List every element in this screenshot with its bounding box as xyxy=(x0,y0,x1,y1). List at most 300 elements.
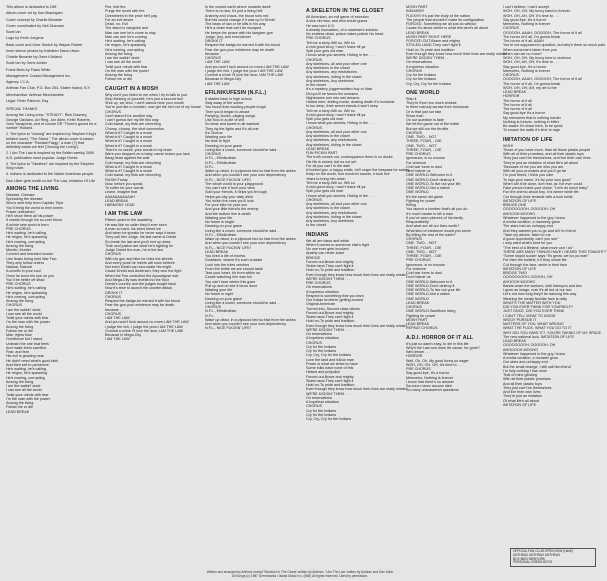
lyric-line: Killing xyxy=(406,203,416,207)
lyric-line: Stolen land-They can't fight it xyxy=(306,264,354,268)
lyric-line: With all their plastic promises xyxy=(503,377,551,382)
song-block xyxy=(406,90,498,331)
lyric-line: They're Even too much shrieks xyxy=(406,101,457,105)
song-title: AMONG THE LIVING xyxy=(6,185,59,192)
lyric-line: I can't gonna live my life this way xyxy=(105,118,159,122)
lyric-line: Cause Dredd and Anderson, they won the fight xyxy=(105,269,182,274)
lyric-line: N.F.L. xyxy=(205,313,215,318)
lyric-line: WE'RE DIGGIN' THEM . . . xyxy=(306,276,351,281)
lyric-line: WIGGY PURSUE IT xyxy=(503,317,537,322)
lyric-line: WOH! xyxy=(503,143,514,148)
lyric-line: I CAN'T TELL WHAT TO KNOW xyxy=(503,313,556,318)
lyric-line: Spill your guts old man xyxy=(306,49,344,53)
lyric-line: Living like a clown, someone should've said . . . xyxy=(205,147,283,152)
lyric-line: WE'RE DIGGIN' THEM . . . xyxy=(406,56,451,60)
lyric-line: You're just like a monster, now get the hell out of my house xyxy=(105,105,201,110)
lyric-line: ONE WORLD-Sacrifices living xyxy=(406,309,456,314)
column-1 xyxy=(6,5,98,567)
lyric-line: You'll be better off dead xyxy=(6,277,45,282)
lyric-line: With his gun and bike he rides the streets xyxy=(105,256,173,261)
lyric-line: BRIDGE xyxy=(306,255,321,260)
lyric-line: They only follow orders xyxy=(6,260,44,265)
lyric-line: And when you couldn't see your own dependency xyxy=(205,173,287,178)
lyric-line: He's coming, corrupting xyxy=(6,375,45,380)
lyric-line: And all their plastic toys xyxy=(503,381,542,386)
song-block xyxy=(105,5,197,82)
lyric-line: Cold sweat, my fists are clenching xyxy=(105,160,161,165)
lyric-line: LEAD BREAK xyxy=(406,30,430,35)
lyric-line: CHORUS xyxy=(406,237,422,241)
lyric-line: The horror of it all, I'm gonna break xyxy=(503,34,561,39)
lyric-line: THREE, FOUR, - DIE xyxy=(406,254,442,258)
lyric-line: Bands down the workers, with hamsyvo and two xyxy=(503,283,582,288)
lyric-line: The people that shouldn't make its configuration xyxy=(406,17,485,22)
lyric-line: I know what you secrets, Hiding in the . . . xyxy=(306,121,375,126)
lyric-line: MOSH PART RIGHT HERE xyxy=(406,34,452,39)
lyric-line: You kickin the ones you'll look xyxy=(205,198,254,203)
lyric-line: N.F.L., NICE FUCKIN' LIFE! xyxy=(205,326,251,331)
lyric-line: Wake up dead, in a plywood bed so fast from the ashes xyxy=(205,169,296,173)
lyric-line: THREE, FOUR, - DIE xyxy=(406,245,442,250)
lyric-line: Nothing is forever, nothing in bitter xyxy=(503,119,559,124)
lyric-line: Among the living xyxy=(6,401,34,405)
lyric-line: because . . . xyxy=(105,307,126,312)
column-4 xyxy=(306,5,410,567)
lyric-line: ONE, TWO, - NOT xyxy=(406,135,437,139)
lyric-line: Respect is something that you earn xyxy=(306,293,364,298)
lyric-line: A hopeless situation xyxy=(306,336,339,341)
lyric-line: I can't believe, I can't accept xyxy=(503,5,550,9)
lyric-line: Twist your minds with fear xyxy=(6,392,49,397)
credit-line: Merchandise: Anthrax Merchandise xyxy=(6,92,64,97)
lyric-line: Chomp, chomp, the shot convention xyxy=(105,126,165,131)
lyric-line: Can't stand it for another day xyxy=(105,113,153,118)
lyric-line: ONE, TWO, - NOT xyxy=(406,143,437,148)
lyric-line: I can see all the world xyxy=(105,60,141,65)
lyric-line: Overthrow! but I stand xyxy=(6,337,43,342)
lyric-line: ONE WORLD-Don't destroy it xyxy=(406,283,455,288)
lyric-line: OOOOOH, AAAH, OOOOOH, The horror of it all xyxy=(503,77,582,82)
lyric-line: You lived a life of excess xyxy=(205,254,246,258)
lyric-line: He's waiting, he's calling xyxy=(6,367,46,371)
lyric-line: You launch a bomber that's all you do xyxy=(406,207,468,212)
lyric-line: Living like a clown, someone should've said . . . xyxy=(205,300,283,305)
lyric-line: Follow me or die xyxy=(6,405,34,410)
lyric-line: Any skeletons, any misfortunes xyxy=(306,138,358,143)
note-line: 1. The lyrics to "Among" are inspired by Stephen King's brilliant novel, "The Stand." The album cover is based on the character "Randall Flagg," a man (?) that definitely exists we feel ("Among the Living"). xyxy=(6,132,97,149)
lyric-line: A hopeless situation xyxy=(406,64,439,69)
lyric-line: LEAD BREAK xyxy=(503,90,527,94)
lyric-line: N.F.L., Efilnikufesin xyxy=(205,160,237,165)
lyric-line: No endless dead, poison takes pollute his head xyxy=(306,32,384,36)
lyric-line: IMITATION OF LIFE xyxy=(503,402,537,407)
lyric-line: Well, Oh, Oh, My good funny so eager xyxy=(406,358,469,363)
lyric-line: What is it? Caught in a mosh xyxy=(105,169,153,173)
badge-line: PERSONAL GREEN BOYS xyxy=(513,560,553,565)
song-title: CAUGHT IN A MOSH xyxy=(105,85,159,92)
lyric-line: I'm the man with the power xyxy=(6,320,50,325)
lyric-line: Any skeletons, any misfortunes xyxy=(306,70,358,75)
lyric-line: And what are all our lives worth? xyxy=(406,224,460,229)
lyric-line: ONE, TWO, - NOT xyxy=(406,241,437,246)
lyric-line: ONE WORLD-Not a nation xyxy=(406,186,450,190)
lyric-line: Leave, imagine that xyxy=(105,190,138,195)
lyric-line: It's a mystery, juggernautism boy or Nazi xyxy=(306,87,373,92)
lyric-line: Or is that just our fate xyxy=(406,109,442,114)
lyric-line: Any skeletons in the closet xyxy=(306,134,350,138)
lyric-line: Memories, Nothing is forever xyxy=(503,22,551,26)
lyric-line: WOH, OH, OH, AH, my art to the xyxy=(503,85,557,90)
lyric-line: Spreading the disease xyxy=(6,197,43,201)
lyric-line: And they wanted you to go and tell I'm friend xyxy=(503,228,576,233)
lyric-line: It's the same old game xyxy=(406,194,443,199)
song-block xyxy=(503,5,606,133)
lyric-line: ONE WORLD-To live out your life xyxy=(406,181,461,186)
lyric-line: A sick old man, and who would guess xyxy=(306,19,368,24)
lyric-line: Fire, feel fire xyxy=(105,5,126,9)
lyric-line: ONE WORLD-Welcome to it xyxy=(406,279,453,284)
lyric-line: CHORUS xyxy=(105,109,121,114)
lyric-line: Don't blame us xyxy=(406,169,431,173)
footer-line: All Songs (c) 1987 Greenbanks / Island Music Inc. (BMI) All rights reserved. Used by permission. xyxy=(231,574,369,578)
lyric-line: Power is what we strive to have xyxy=(306,361,358,366)
badge-line: OFFICIAL FAN CLUB OPEN NOW (Hard!) xyxy=(513,549,574,553)
lyric-line: Among the living xyxy=(6,299,34,303)
lyric-line: Any skeletons, hiding in the closet xyxy=(306,142,362,147)
lyric-line: There is no law, it's just a living hell xyxy=(205,9,263,14)
lyric-line: THREE, FOUR, - DIE xyxy=(406,139,442,144)
lyric-line: Like Noo in a pile of shit xyxy=(205,118,245,122)
lyric-line: WHAT'S THE MATTER WITH YOU xyxy=(503,300,561,305)
lyric-line: Anarchy and chaos, the blood runs red xyxy=(205,13,269,18)
lyric-line: I am the walkin' dude xyxy=(105,56,140,60)
lyric-line: Tell me a story-Will so, Will so xyxy=(306,40,355,45)
lyric-line: WOH, OH, AH, OH, It's time to . . . xyxy=(503,13,560,18)
lyric-line: Follow me or die xyxy=(6,328,34,333)
lyric-line: OOOOOOOOH, OOOOOH, OH xyxy=(503,343,556,348)
lyric-line: Cold sweat, my fists are clenching xyxy=(105,122,161,127)
song-block xyxy=(306,231,408,422)
lyric-line: N.F.L., Efilnikufesin xyxy=(205,232,237,237)
lyric-line: In the cursed earth where mutants dwell xyxy=(205,5,271,9)
credit-line: Management: Crazed Management Inc. xyxy=(6,73,71,78)
lyric-line: CHORUS xyxy=(306,125,322,130)
lyric-line: Memories, Nothing is forever xyxy=(406,375,454,380)
lyric-line: The horror of it all xyxy=(503,98,532,103)
credit-line: Scott Ian xyxy=(6,30,21,34)
lyric-line: FUN PICKIN PART xyxy=(306,151,338,155)
lyric-line: And make them sacrifice xyxy=(6,345,47,350)
lyric-line: The stars had an unhappy end xyxy=(503,224,554,229)
lyric-line: He keeps the peace with his lawgiver gun xyxy=(205,30,273,35)
credit-line: Frank Bello by Frank White xyxy=(6,67,51,72)
lyric-line: Tell me a story-Will so, Will so xyxy=(306,180,355,185)
lyric-line: A real good story, I won't leave till ya xyxy=(306,185,366,189)
lyric-line: CHORUS xyxy=(406,305,422,309)
lyric-line: LEAD BREAK xyxy=(406,300,430,305)
lyric-line: You're not supposed to question, but why's there so much pain xyxy=(503,43,606,48)
lyric-line: Convert and branded murder xyxy=(6,252,54,257)
lyric-line: Hatred here, feeling inside, dealing death it's homicide xyxy=(306,100,395,104)
lyric-line: There's no doubt, your words in my brain xyxy=(105,147,172,152)
lyric-line: The new national fuck, IMITATION OF LIFE xyxy=(503,334,574,339)
lyric-line: No one ever gets involved xyxy=(306,247,349,251)
lyric-line: Wasting your life xyxy=(205,288,233,292)
song-block xyxy=(503,136,607,408)
lyric-line: For violence xyxy=(406,160,427,165)
lyric-line: Forced out-Brave and mighty xyxy=(306,259,354,264)
song-block xyxy=(105,85,201,208)
lyric-line: CHORUS xyxy=(306,340,322,345)
lyric-line: He's waiting, he's calling xyxy=(6,286,46,291)
lyric-line: RUSH! Frosty xyxy=(105,177,128,182)
lyric-line: I know what you secrets, Hiding in the . . . xyxy=(306,53,375,58)
credit-line: Inner sleeve photos by Kathleen Dana Lifson xyxy=(6,48,80,53)
lyric-line: When can we no more? xyxy=(503,51,542,56)
column-6 xyxy=(503,5,607,567)
lyric-line: Any skeletons, hiding in the closet xyxy=(306,74,362,79)
lyric-line: Any skeletons, Any skeletons xyxy=(306,78,354,83)
lyric-line: Look into the rules vendors xyxy=(205,262,250,267)
lyric-line: Cold war turns to dust xyxy=(406,271,442,275)
lyric-line: Hold on-To pride and tradition xyxy=(306,268,355,273)
lyric-line: Dead, no, Evil xyxy=(105,22,128,26)
lyric-line: Fear the gun-your existence may be death xyxy=(105,303,175,308)
lyric-line: Purge the world with fire xyxy=(105,9,145,14)
lyric-line: Cry, Cry, Cry for the Indians xyxy=(306,353,352,358)
lyric-line: Keep on the world, four hundred rounds, it took five xyxy=(306,172,390,177)
lyric-line: INDIANS!!! xyxy=(406,9,425,14)
lyric-line: He's a chain that can't be escaped xyxy=(205,26,262,31)
note-line: 4. Indians is dedicated to the Native American people. xyxy=(6,172,94,177)
lyric-line: Man can see he's come to stay xyxy=(105,30,156,35)
lyric-line: A media creation, a mannerly grow xyxy=(503,220,560,224)
lyric-line: Not even Death can excruciate his might xyxy=(105,265,172,269)
lyric-line: CHORUS xyxy=(306,197,322,202)
lyric-line: What is it? Caught in a mosh xyxy=(105,135,153,139)
lyric-line: Turned into, Second class citizen xyxy=(306,306,360,311)
lyric-line: Like Nazis being held War Two xyxy=(6,256,57,261)
lyric-line: Twist your minds with fear xyxy=(105,64,148,69)
lyric-line: PRE CHORUS xyxy=(406,258,431,263)
lyric-line: Our Indian brothers' getting burned xyxy=(306,298,364,302)
lyric-line: He reigns, he's spawning xyxy=(6,235,48,240)
lyric-line: And when he speaks he never says it twice xyxy=(105,231,176,235)
lyric-line: "The best of a lifetime, what more can I do" xyxy=(503,245,574,250)
lyric-line: In the closet xyxy=(306,83,326,87)
lyric-line: But this would change if it was up to Dredd xyxy=(205,17,275,22)
footer-credits xyxy=(150,570,450,578)
lyric-line: CHORUS xyxy=(205,56,221,60)
lyric-line: AHOOOOH WOOHG xyxy=(503,347,539,352)
lyric-line: A crucifix in your soul xyxy=(6,269,41,274)
lyric-line: I can see all the world xyxy=(6,388,42,393)
lyric-line: What is it? Caught in a mosh xyxy=(105,164,153,169)
lyric-line: Cry for the Indians xyxy=(406,77,437,82)
lyric-line: "Because of me you are who you are xyxy=(503,164,564,169)
lyric-line: Stop thinking of yourself, he's just a second fool xyxy=(105,96,183,101)
song-title: ONE WORLD xyxy=(406,89,440,96)
lyric-line: His life is ruined, but so not yet xyxy=(306,159,357,164)
lyric-line: Respect the badge-he earned it with his blood xyxy=(205,43,281,48)
lyric-line: Fake person fuses your vision, "Let's do lunch baby" xyxy=(503,186,589,190)
lyric-line: He was like no caller they'd ever seen xyxy=(105,222,167,227)
lyric-line: LEAD BREAK xyxy=(105,198,129,203)
credit-line: Agency: I.C.A. xyxy=(6,80,30,84)
credit-line: This album is dedicated to Cliff. xyxy=(6,5,58,9)
lyric-line: Wake up dead, in a plywood bed so fast from the ashes xyxy=(205,317,296,322)
lyric-line: WHAT THE FUCK, WHAT YOU DO TO IT xyxy=(503,326,572,331)
lyric-line: Helps you dig your daily ditch xyxy=(205,194,253,199)
lyric-line: Dancing on your grave xyxy=(205,296,243,301)
lyric-line: Memories, Nothing is forever xyxy=(503,68,551,73)
lyric-line: Truth and justice are what he's fighting for xyxy=(105,243,174,248)
lyric-line: Spill your guts old man xyxy=(306,189,344,194)
lyric-line: Sa vous n'avez aucune idée xyxy=(406,384,453,388)
lyric-line: For an evil desire xyxy=(105,17,134,22)
lyric-line: Apathy can never solve xyxy=(306,251,345,256)
lyric-line: Any skeletons in the closet xyxy=(306,66,350,70)
lyric-line: Forced out-Brave and mighty xyxy=(306,374,354,379)
lyric-line: Bang head against the wall xyxy=(105,156,150,161)
lyric-line: Unleash the one that feels xyxy=(6,341,49,346)
lyric-line: Commit a crime I'll lock the door-I AM THE LAW xyxy=(205,73,284,77)
lyric-line: Cry for the Indians xyxy=(306,412,337,417)
song-block xyxy=(406,5,508,86)
lyric-line: AHOOOH WOOHG xyxy=(503,279,536,284)
lyric-line: You'll bring the world to their knees xyxy=(6,205,63,210)
lyric-line: Cry for the Indians xyxy=(406,73,437,77)
lyric-line: Twist your minds with fear xyxy=(6,316,49,320)
lyric-line: A real good story, I won't leave till ya xyxy=(306,44,366,49)
lyric-line: In the closet xyxy=(306,223,326,228)
lyric-line: Follow me or die xyxy=(105,77,133,82)
lyric-line: Hatred and prejudice xyxy=(306,370,341,375)
lyric-line: IMITATION OF LIFE xyxy=(503,198,537,203)
thanks-line: Dan Lilker gets credit on Ant The Law, Imitation Of Life xyxy=(6,178,95,183)
lyric-line: You can't see it from your view xyxy=(205,186,255,190)
lyric-line: And every punk he meets will soon believe xyxy=(105,260,175,265)
lyric-line: ONE WORLD xyxy=(406,296,429,301)
lyric-line: Original American xyxy=(306,302,336,307)
lyric-line: Cut through the face, smile in their face xyxy=(503,262,568,267)
lyric-line: By killing the rest of the earth? xyxy=(406,232,456,237)
lyric-line: Cry, Cry, Cry for the Indians xyxy=(406,81,452,86)
lyric-line: Any skeletons, all and your other one xyxy=(306,61,367,66)
lyric-line: Even though they know how much their lives are really missin' xyxy=(406,51,508,56)
lyric-line: I'm the man with the power xyxy=(105,68,149,73)
lyric-line: OOOOOOOOH, OOOOH, OH xyxy=(503,275,553,280)
lyric-line: Pull up and on see it know done xyxy=(205,283,258,288)
lyric-line: PRE CHORUS xyxy=(406,367,431,371)
lyric-line: He's coming, corrupting xyxy=(6,239,45,244)
column-3 xyxy=(205,5,297,567)
lyric-line: On reservations xyxy=(306,285,333,290)
lyric-line: With all of their promises, and all their plastic toys xyxy=(503,152,584,156)
lyric-line: For violence xyxy=(406,266,427,271)
lyric-line: Even though they know how much their lives are really missin' xyxy=(306,323,408,328)
lyric-line: A whole new world is born xyxy=(6,222,49,227)
lyric-line: Any skeletons, hiding in the closet xyxy=(306,214,362,219)
special-thanks-line: SPECIAL THANKS xyxy=(6,107,38,111)
lyric-line: ONE WORLD-Don't destroy it xyxy=(406,177,455,182)
lyric-line: Any skeletons, Any skeletons xyxy=(306,219,354,223)
lyric-line: He reigns, he's spawning xyxy=(6,290,48,295)
lyric-line: HARMONY LEAD xyxy=(105,203,135,207)
song-block xyxy=(406,335,498,393)
lyric-line: LEAD BREAK xyxy=(503,339,527,343)
lyric-line: LEAD BREAK xyxy=(6,409,30,414)
lyric-line: Our stars and unhappy end xyxy=(503,360,548,365)
lyric-line: Say good-bye, it's a horror xyxy=(503,17,547,22)
lyric-line: Ignorance, is no excuse xyxy=(406,156,445,161)
lyric-line: To smash the walls it's time to rage xyxy=(503,128,561,133)
lyric-line: FORCED OUT-Brave and mighty xyxy=(406,39,461,43)
lyric-line: Man can see he's coming xyxy=(105,34,147,39)
lyric-line: Partying, booze, playing songs xyxy=(205,113,256,118)
song-title: EFILNIKUFESIN (N.F.L.) xyxy=(205,89,267,96)
footer-line: Written and arranged by Anthrax except 'Skeleton In The Closet' written by Anthrax, 'I Am The Law' written by Anthrax and Dan Lilker xyxy=(206,570,394,574)
lyric-line: WE'RE DIGGIN' THEM . . . xyxy=(306,327,351,332)
lyric-line: Say good-bye it's a horror xyxy=(503,111,546,116)
lyric-line: It's Chorus xyxy=(205,130,223,135)
badge-line: BOX 8603 NEWYORK xyxy=(513,556,546,561)
lyric-line: What is it? Caught in a mosh xyxy=(105,143,153,148)
lyric-line: Among the living xyxy=(6,324,34,329)
lyric-line: They just can't be themselves, and live their own lives xyxy=(503,156,591,161)
lyric-line: Among the living xyxy=(105,51,133,56)
lyric-line: WOH, OH, AH, OH, It's time to . . . xyxy=(503,60,560,65)
lyric-line: Cold war turns to dust xyxy=(406,164,442,169)
lyric-line: Who's sent help from Captain Trips xyxy=(6,201,64,206)
lyric-line: N.F.L., Efilnikufesin xyxy=(205,309,237,314)
lyric-line: PRE CHORUS xyxy=(6,226,31,231)
lyric-line: And when you couldn't see your own dependency xyxy=(205,322,287,326)
credit-line: Cover concept by Charlie Benante xyxy=(6,17,63,22)
lyric-line: Wake up dead, in a plywood bed so fast from the ashes xyxy=(205,237,296,241)
lyric-line: Tear your heart, it's from within us xyxy=(205,271,261,275)
lyric-line: Among the living xyxy=(6,243,34,248)
lyric-line: We all are black and white xyxy=(306,238,349,243)
lyric-line: LEAD BREAK xyxy=(306,146,330,151)
lyric-line: WHY DID YOU HAVE IT?, YOU'RE TAKING OF MY SPACE xyxy=(503,330,602,335)
lyric-line: What is it? Caught in a mosh xyxy=(105,130,153,135)
lyric-line: CHORUS xyxy=(6,303,22,308)
lyric-line: DID YOU EVER THINK FOR YOURSELF? xyxy=(503,305,574,309)
lyric-line: Living like a clown, someone should've said . . . xyxy=(205,228,283,233)
lyric-line: Murder, Murder xyxy=(6,248,32,252)
lyric-line: HORROR xyxy=(406,354,423,359)
lyric-line: Any skeletons, any misfortunes xyxy=(306,210,358,215)
lyric-line: So break the law and you'll end up dead xyxy=(105,239,171,244)
song-title: INDIANS xyxy=(306,231,329,238)
lyric-line: Stolen land-They can't fight it xyxy=(306,378,354,383)
lyric-line: Even though they know how much their lives are really missin' xyxy=(306,272,408,277)
note-line: 3. The lyrics to "Skeleton" are inspired by the Stephen King novel. xyxy=(6,161,95,170)
lyric-line: It crawls through his so-cold blood xyxy=(6,218,62,223)
lyric-line: Now, before you speak xyxy=(105,181,143,186)
lyric-line: Cry for the Indians xyxy=(306,349,337,353)
lyric-line: A hopeless situation xyxy=(306,400,339,404)
lyric-line: That of mine glowing xyxy=(503,373,538,377)
credit-line: Album cover art by Dan Brauhgam xyxy=(6,11,63,16)
lyric-line: MATTERS OF YOU, WHAT WRONG xyxy=(503,322,564,326)
lyric-line: Among the living xyxy=(105,73,133,77)
lyric-line: Now it's time to launch the counter attack xyxy=(105,286,173,291)
lyric-line: ONE WORLD xyxy=(406,190,429,195)
lyric-line: Hold on-To pride and tradition xyxy=(306,319,355,324)
lyric-line: Fighting for power xyxy=(406,313,436,318)
